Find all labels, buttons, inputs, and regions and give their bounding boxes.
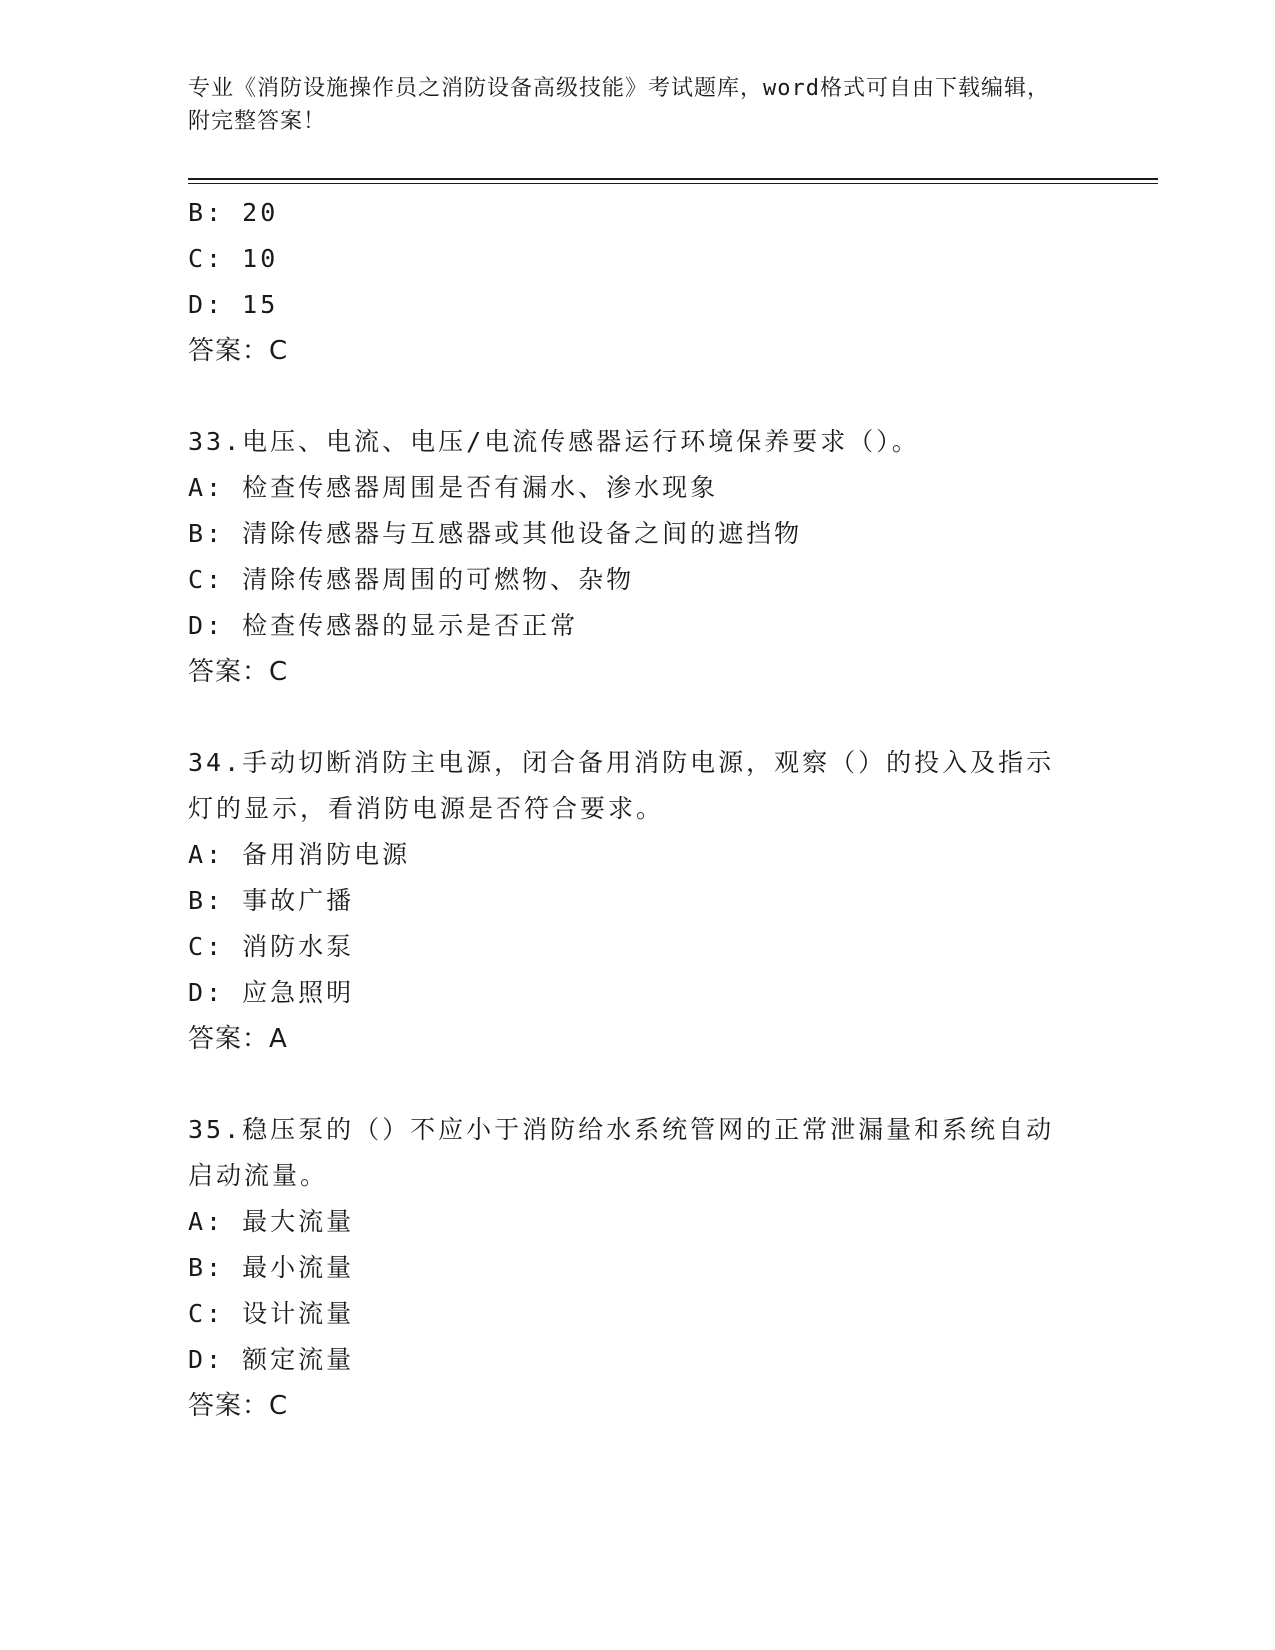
option-c: C: 消防水泵 [188, 932, 355, 961]
option-a: A: 最大流量 [188, 1207, 355, 1236]
option-a: A: 备用消防电源 [188, 840, 411, 869]
option-c: C: 设计流量 [188, 1299, 355, 1328]
question-stem-line-2: 灯的显示，看消防电源是否符合要求。 [188, 794, 665, 823]
option-b: B: 20 [188, 198, 279, 227]
question-stem: 33.电压、电流、电压/电流传感器运行环境保养要求（）。 [188, 427, 920, 456]
question-stem-line-1: 34.手动切断消防主电源，闭合备用消防电源，观察（）的投入及指示 [188, 748, 1055, 777]
question-stem-line-1: 35.稳压泵的（）不应小于消防给水系统管网的正常泄漏量和系统自动 [188, 1115, 1055, 1144]
question-35 [188, 1107, 1088, 1429]
option-c: C: 10 [188, 244, 279, 273]
question-33 [188, 419, 1088, 695]
answer: 答案：C [188, 657, 289, 687]
option-d: D: 15 [188, 290, 279, 319]
option-d: D: 检查传感器的显示是否正常 [188, 611, 579, 640]
header-divider-thick [188, 178, 1158, 180]
option-b: B: 事故广播 [188, 886, 355, 915]
option-b: B: 清除传感器与互感器或其他设备之间的遮挡物 [188, 519, 803, 548]
option-c: C: 清除传感器周围的可燃物、杂物 [188, 565, 635, 594]
question-stem-line-2: 启动流量。 [188, 1161, 329, 1190]
question-34 [188, 740, 1088, 1062]
header-divider-thin [188, 183, 1158, 184]
option-d: D: 应急照明 [188, 978, 355, 1007]
option-b: B: 最小流量 [188, 1253, 355, 1282]
page-header: 专业《消防设施操作员之消防设备高级技能》考试题库，word格式可自由下载编辑，附完整答案！ [188, 76, 1050, 134]
option-a: A: 检查传感器周围是否有漏水、渗水现象 [188, 473, 719, 502]
continued-question [188, 190, 1088, 374]
question-list [188, 190, 1088, 1429]
option-d: D: 额定流量 [188, 1345, 355, 1374]
answer: 答案：C [188, 1391, 289, 1421]
answer: 答案：C [188, 336, 289, 366]
answer: 答案：A [188, 1024, 288, 1054]
